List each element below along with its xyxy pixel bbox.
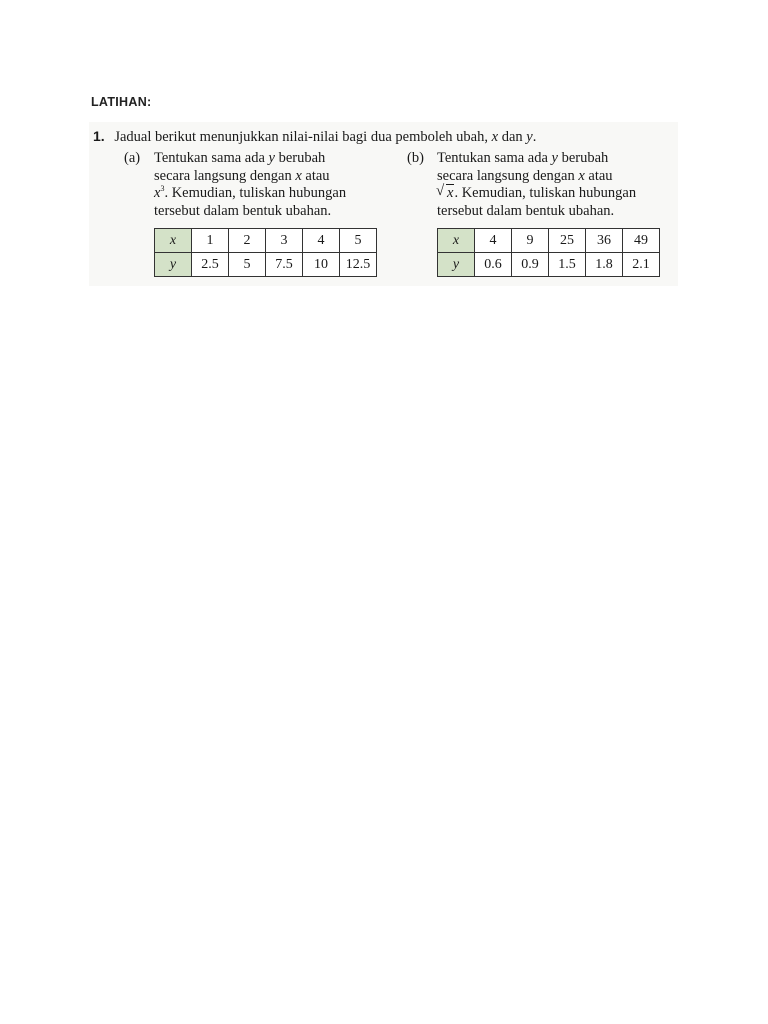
part-b-line-1-pre: Tentukan sama ada	[437, 150, 548, 166]
square-root-sign: √	[436, 183, 445, 200]
table-header-cell: x	[438, 229, 475, 253]
part-b-line-1-post: berubah	[561, 150, 609, 166]
table-cell: 4	[475, 229, 512, 253]
table-cell: 0.6	[475, 253, 512, 277]
part-b-line-4: tersebut dalam bentuk ubahan.	[437, 203, 615, 220]
question-statement	[93, 128, 536, 146]
table-cell: 5	[229, 253, 266, 277]
table-part-a	[154, 228, 377, 277]
table-header-cell: y	[438, 253, 475, 277]
table-cell: 10	[303, 253, 340, 277]
part-b-line-1-var: y	[551, 150, 558, 166]
part-a-line-2	[154, 168, 394, 186]
part-a-line-2-var: x	[295, 167, 302, 184]
part-a-line-3-var: x	[154, 185, 161, 202]
part-a-line-1-post: berubah	[278, 150, 326, 166]
table-cell: 36	[586, 229, 623, 253]
square-root	[437, 185, 454, 203]
table-cell: 2	[229, 229, 266, 253]
question-image	[89, 122, 678, 286]
part-b-line-2	[437, 168, 677, 186]
page-heading: LATIHAN:	[91, 95, 152, 109]
part-a-line-3-post: . Kemudian, tuliskan hubungan	[164, 185, 347, 202]
part-a-exponent: 3	[160, 184, 165, 194]
table-header-cell: y	[155, 253, 192, 277]
table-cell: 3	[266, 229, 303, 253]
question-var-y: y	[526, 129, 533, 145]
table-cell: 1.8	[586, 253, 623, 277]
part-b-line-2-post: atau	[588, 167, 613, 184]
part-b-line-2-pre: secara langsung dengan	[437, 167, 575, 184]
table-row	[155, 229, 377, 253]
question-text-mid: dan	[501, 129, 523, 145]
part-a-line-3	[154, 185, 394, 203]
part-a-label: (a)	[124, 150, 141, 166]
table-cell: 1	[192, 229, 229, 253]
part-b-line-1	[437, 150, 677, 168]
table-row	[438, 229, 660, 253]
question-number: 1.	[93, 128, 105, 144]
part-a-line-2-pre: secara langsung dengan	[154, 167, 292, 184]
part-a-line-1	[154, 150, 394, 168]
part-b-line-3-post: . Kemudian, tuliskan hubungan	[454, 185, 637, 202]
question-text-end: .	[532, 129, 537, 145]
part-b-line-2-var: x	[578, 167, 585, 184]
table-cell: 12.5	[340, 253, 377, 277]
question-text-before: Jadual berikut menunjukkan nilai-nilai bagi dua pemboleh ubah,	[114, 129, 488, 145]
table-cell: 25	[549, 229, 586, 253]
table-cell: 1.5	[549, 253, 586, 277]
table-cell: 4	[303, 229, 340, 253]
table-cell: 9	[512, 229, 549, 253]
table-cell: 0.9	[512, 253, 549, 277]
table-cell: 7.5	[266, 253, 303, 277]
table-row	[155, 253, 377, 277]
table-row	[438, 253, 660, 277]
part-a-text	[154, 150, 394, 221]
table-cell: 2.5	[192, 253, 229, 277]
table-cell: 2.1	[623, 253, 660, 277]
part-a-line-1-pre: Tentukan sama ada	[154, 150, 265, 166]
part-b-line-3	[437, 185, 677, 203]
question-var-x: x	[491, 129, 499, 145]
table-cell: 49	[623, 229, 660, 253]
table-part-b	[437, 228, 660, 277]
part-b-label: (b)	[407, 150, 424, 166]
part-b-line-3-var: x	[447, 185, 454, 202]
part-a-line-2-post: atau	[305, 167, 330, 184]
part-b-text	[437, 150, 677, 221]
table-header-cell: x	[155, 229, 192, 253]
part-a-line-4: tersebut dalam bentuk ubahan.	[154, 203, 332, 220]
part-a-line-1-var: y	[268, 150, 275, 166]
table-cell: 5	[340, 229, 377, 253]
